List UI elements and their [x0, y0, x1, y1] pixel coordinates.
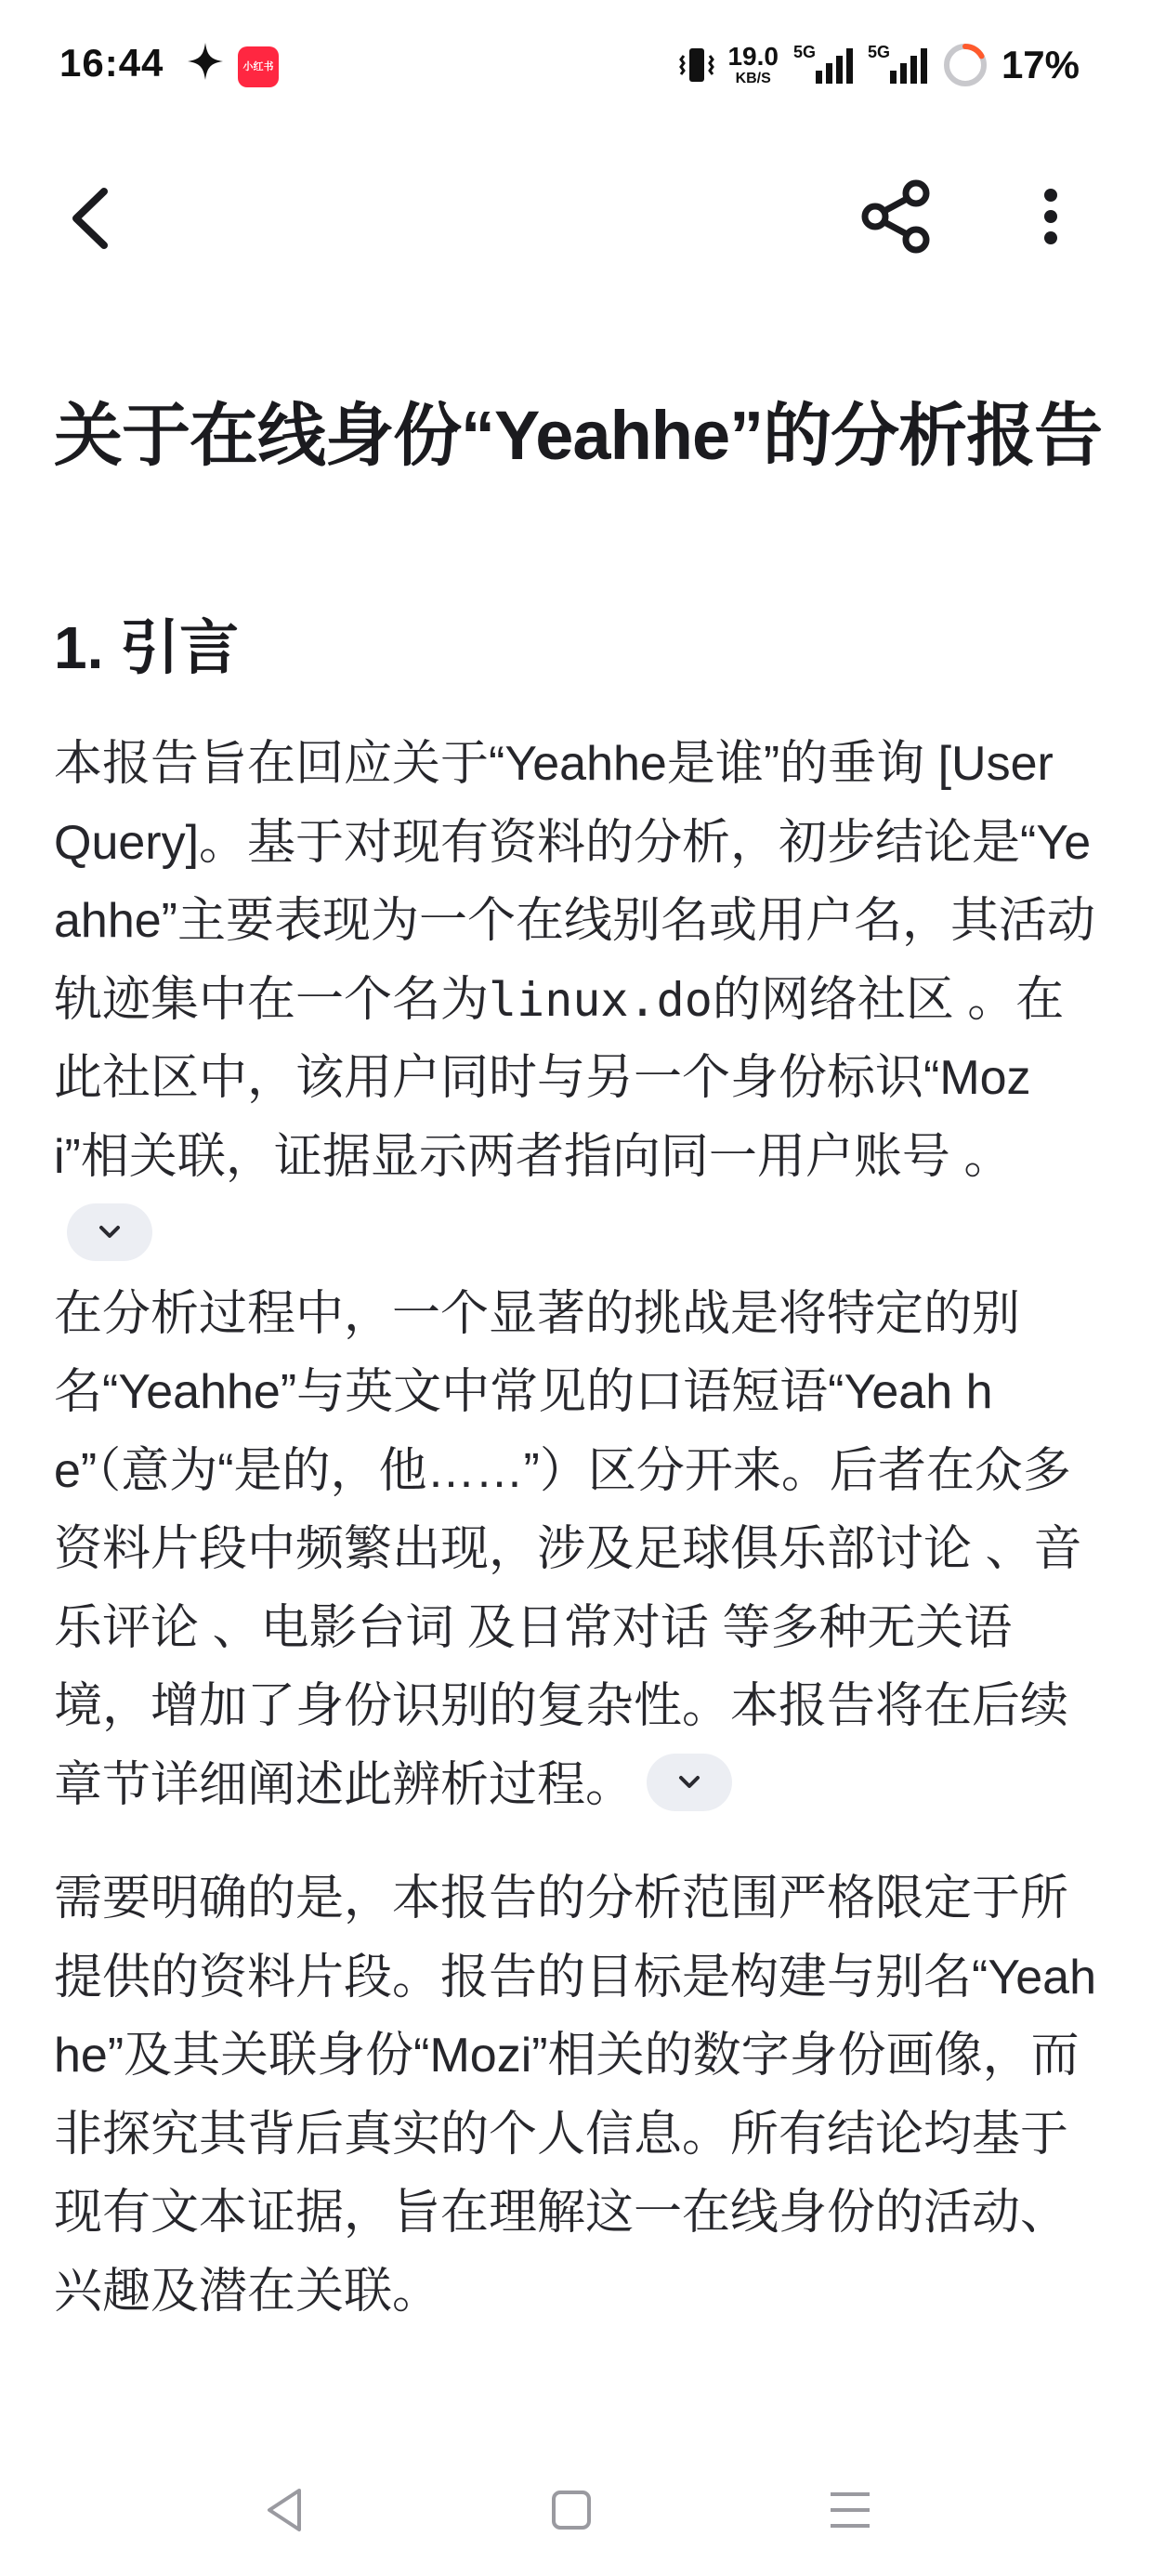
- signal-1: [793, 43, 857, 87]
- chevron-down-icon: [675, 1773, 703, 1792]
- chevron-left-icon: [56, 177, 130, 260]
- top-app-bar: [0, 149, 1152, 288]
- signal-2-label: 5G: [867, 43, 890, 61]
- report-title: 关于在线身份“Yeahhe”的分析报告: [54, 397, 1103, 474]
- paragraph-text: 本报告旨在回应关于“Yeahhe是谁”的垂询 [User Query]。基于对现有资料的分析，初步结论是“Yeahhe”主要表现为一个在线别名或用户名，其活动轨迹集中在一个名为: [54, 737, 1095, 1027]
- system-navigation-bar: [0, 2444, 1152, 2576]
- signal-bars-icon: [884, 46, 929, 85]
- intro-paragraph-1: [54, 725, 1104, 1275]
- vibrate-icon: [677, 43, 716, 87]
- more-options-button[interactable]: [1018, 175, 1083, 258]
- network-speed: [727, 44, 779, 86]
- nav-back-button[interactable]: [253, 2477, 318, 2543]
- section-heading-introduction: 1. 引言: [54, 614, 240, 681]
- more-vertical-icon: [1018, 175, 1083, 258]
- back-button[interactable]: [56, 177, 130, 260]
- network-speed-value: 19.0: [727, 42, 779, 71]
- paragraph-text: 在分析过程中，一个显著的挑战是将特定的别名“Yeahhe”与英文中常见的口语短语“Yeah he”（意为“是的，他……”）区分开来。后者在众多资料片段中频繁出现，涉及足球俱乐部讨论 、音乐评论 、电影台词 及日常对话 等多种无关语境，增加了身份识别的复杂性。本报告将在后续章节详细阐述此辨析过程。: [54, 1286, 1082, 1812]
- intro-paragraph-3: 需要明确的是，本报告的分析范围严格限定于所提供的资料片段。报告的目标是构建与别名“Yeahhe”及其关联身份“Mozi”相关的数字身份画像，而非探究其背后真实的个人信息。所有结论均基于现有文本证据，旨在理解这一在线身份的活动、兴趣及潜在关联。: [54, 1872, 1096, 2319]
- share-button[interactable]: [855, 175, 938, 258]
- xiaohongshu-app-icon: 小红书: [238, 46, 279, 87]
- inline-code-domain: linux.do: [489, 972, 713, 1027]
- signal-1-label: 5G: [792, 43, 816, 61]
- battery-icon: [942, 42, 988, 88]
- status-time: 16:44: [59, 41, 164, 85]
- network-speed-unit: KB/S: [735, 71, 771, 86]
- expand-citation-button[interactable]: [67, 1203, 152, 1261]
- intro-paragraph-2: [54, 1275, 1104, 1825]
- signal-bars-icon: [810, 46, 855, 85]
- expand-citation-button[interactable]: [647, 1754, 732, 1811]
- report-article: [54, 390, 1104, 2331]
- status-bar: [0, 0, 1152, 139]
- status-indicators: [677, 39, 1080, 91]
- chevron-down-icon: [96, 1223, 124, 1242]
- nav-recents-button[interactable]: [818, 2477, 883, 2543]
- share-icon: [855, 175, 938, 258]
- nav-home-button[interactable]: [539, 2477, 604, 2543]
- signal-2: [868, 43, 931, 87]
- menu-recents-icon: [818, 2477, 883, 2543]
- square-home-icon: [539, 2477, 604, 2543]
- triangle-back-icon: [253, 2477, 318, 2543]
- battery-percent: 17%: [1001, 43, 1080, 86]
- sparkle-icon: [186, 41, 225, 82]
- paragraph-text: 的网络社区 。在此社区中，该用户同时与另一个身份标识“Mozi”相关联，证据显示两者指向同一用户账号 。: [54, 972, 1065, 1184]
